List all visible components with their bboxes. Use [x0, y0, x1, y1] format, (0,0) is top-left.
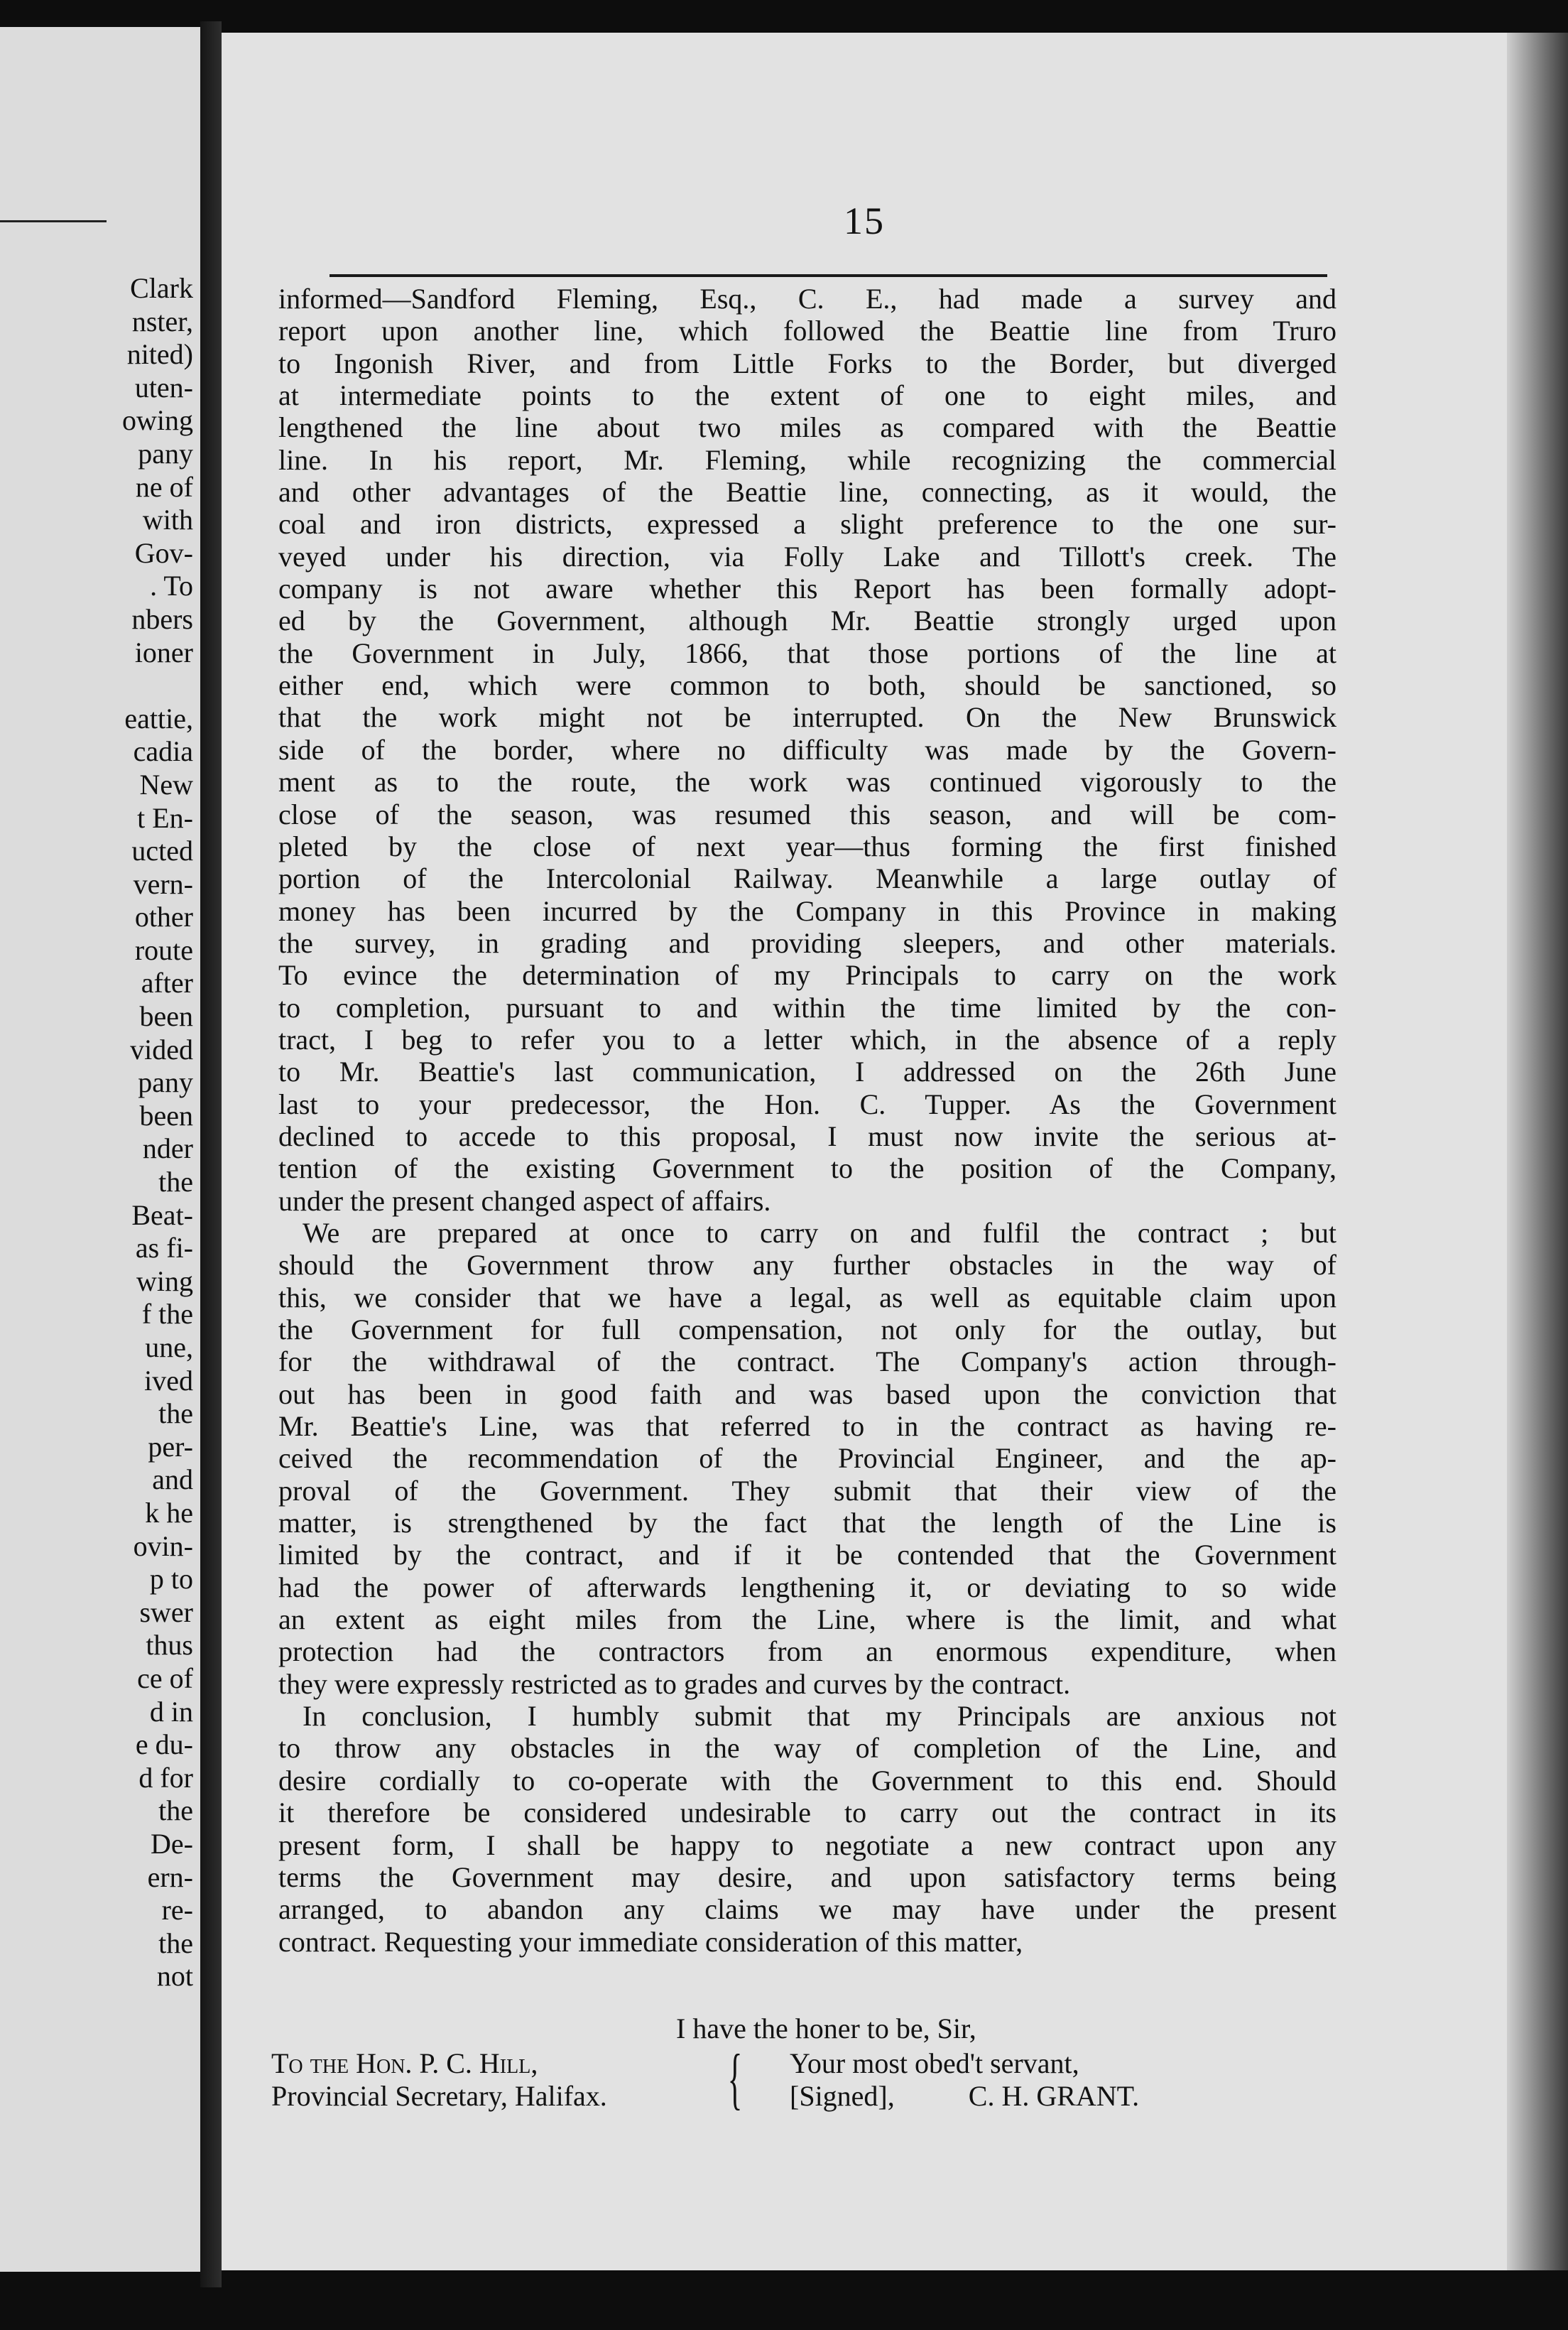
valediction: Your most obed't servant, — [790, 2047, 1079, 2079]
body-line: tract, I beg to refer you to a letter which, in the absence of a reply — [278, 1023, 1336, 1056]
left-fragment-line: eattie, — [124, 702, 193, 735]
brace-mark: { — [727, 2040, 743, 2116]
left-fragment-line: the — [158, 1397, 193, 1430]
left-fragment-line: re- — [161, 1894, 193, 1927]
body-line: the Government for full compensation, not only for the outlay, but — [278, 1313, 1336, 1345]
left-fragment-line: uten- — [134, 371, 193, 403]
body-line: ceived the recommendation of the Provincial Engineer, and the ap- — [278, 1442, 1336, 1475]
left-fragment-line: d in — [149, 1695, 193, 1728]
body-line: had the power of afterwards lengthening it, or deviating to so wide — [278, 1571, 1336, 1603]
body-line: it therefore be considered undesirable to carry out the contract in its — [278, 1797, 1336, 1829]
left-fragment-line: not — [156, 1960, 193, 1993]
left-fragment-line: ived — [144, 1364, 193, 1397]
left-fragment-line: and — [152, 1463, 193, 1496]
left-fragment-line: other — [134, 901, 193, 933]
left-page-fragment — [0, 27, 200, 2272]
left-fragment-line: vided — [130, 1033, 193, 1066]
left-fragment-line: vern- — [133, 867, 193, 900]
body-line: veyed under his direction, via Folly Lake and Tillott's creek. The — [278, 540, 1336, 573]
body-line: an extent as eight miles from the Line, where is the limit, and what — [278, 1603, 1336, 1636]
body-line: report upon another line, which followed the Beattie line from Truro — [278, 315, 1336, 347]
body-line: protection had the contractors from an enormous expenditure, when — [278, 1635, 1336, 1668]
left-fragment-line: the — [158, 1166, 193, 1198]
left-fragment-line: une, — [145, 1331, 193, 1363]
left-fragment-line: cadia — [133, 735, 193, 768]
body-line: under the present changed aspect of affairs. — [278, 1184, 771, 1217]
left-fragment-line: nbers — [131, 602, 193, 635]
left-fragment-line: . To — [150, 570, 193, 602]
signer-name: C. H. GRANT. — [968, 2080, 1140, 2112]
left-fragment-line: owing — [122, 404, 193, 437]
left-fragment-line: f the — [141, 1298, 193, 1331]
body-line: company is not aware whether this Report has been formally adopt- — [278, 573, 1336, 605]
left-fragment-line: k he — [145, 1496, 193, 1529]
body-line: Mr. Beattie's Line, was that referred to in the contract as having re- — [278, 1410, 1336, 1443]
body-line: declined to accede to this proposal, I must now invite the serious at- — [278, 1120, 1336, 1152]
right-page-edge — [1507, 33, 1568, 2270]
body-line: limited by the contract, and if it be contended that the Government — [278, 1539, 1336, 1571]
left-fragment-line: wing — [136, 1264, 193, 1297]
body-line: line. In his report, Mr. Fleming, while recognizing the commercial — [278, 443, 1336, 476]
signed-label: [Signed], — [790, 2080, 895, 2112]
left-fragment-line: the — [158, 1794, 193, 1827]
left-fragment-line: after — [141, 967, 193, 999]
body-line: they were expressly restricted as to grades and curves by the contract. — [278, 1667, 1071, 1700]
book-gutter — [200, 21, 222, 2287]
left-fragment-line: as fi- — [135, 1232, 193, 1264]
body-line: at intermediate points to the extent of one to eight miles, and — [278, 379, 1336, 412]
body-line: should the Government throw any further obstacles in the way of — [278, 1249, 1336, 1282]
closing-line: I have the honer to be, Sir, — [676, 2012, 976, 2044]
left-fragment-line: e du- — [135, 1728, 193, 1761]
addressee-name: To the Hon. P. C. Hill, — [271, 2047, 538, 2079]
body-line: ment as to the route, the work was continued vigorously to the — [278, 766, 1336, 798]
body-line: informed—Sandford Fleming, Esq., C. E., had made a survey and — [278, 283, 1336, 315]
addressee-block — [271, 2047, 607, 2113]
left-fragment-line: Beat- — [131, 1198, 193, 1231]
addressee-title: Provincial Secretary, Halifax. — [271, 2080, 607, 2112]
left-fragment-line: route — [134, 933, 193, 966]
left-fragment-line: Clark — [130, 272, 193, 304]
body-line: terms the Government may desire, and upon satisfactory terms being — [278, 1860, 1336, 1893]
left-fragment-line: pany — [138, 1066, 193, 1099]
body-line: that the work might not be interrupted. On the New Brunswick — [278, 701, 1336, 734]
left-fragment-line: d for — [138, 1761, 193, 1794]
left-fragment-line: thus — [146, 1629, 193, 1662]
body-line: ed by the Government, although Mr. Beattie strongly urged upon — [278, 605, 1336, 637]
body-line: proval of the Government. They submit that their view of the — [278, 1474, 1336, 1507]
body-line: side of the border, where no difficulty was made by the Govern- — [278, 733, 1336, 766]
left-fragment-line: t En- — [137, 801, 193, 834]
body-line: contract. Requesting your immediate consideration of this matter, — [278, 1925, 1023, 1958]
left-fragment-line: been — [139, 1099, 193, 1132]
left-fragment-line: De- — [151, 1827, 193, 1860]
body-line: last to your predecessor, the Hon. C. Tupper. As the Government — [278, 1088, 1336, 1120]
body-line: We are prepared at once to carry on and fulfil the contract ; but — [303, 1216, 1336, 1249]
left-fragment-line: ucted — [131, 835, 193, 867]
left-page-header-rule — [0, 220, 107, 222]
signed-row — [790, 2080, 1139, 2113]
body-line: present form, I shall be happy to negotiate a new contract upon any — [278, 1828, 1336, 1861]
body-line: the survey, in grading and providing sleepers, and other materials. — [278, 926, 1336, 959]
left-fragment-line: with — [142, 504, 193, 536]
body-line: In conclusion, I humbly submit that my Principals are anxious not — [303, 1700, 1336, 1733]
body-line: either end, which were common to both, should be sanctioned, so — [278, 669, 1336, 702]
left-fragment-line: ioner — [134, 636, 193, 668]
main-page — [222, 33, 1507, 2270]
left-fragment-line: ne of — [135, 470, 193, 503]
body-line: this, we consider that we have a legal, as well as equitable claim upon — [278, 1281, 1336, 1313]
body-line: tention of the existing Government to the position of the Company, — [278, 1152, 1336, 1185]
left-fragment-line: Gov- — [134, 536, 193, 569]
body-line: coal and iron districts, expressed a slight preference to the one sur- — [278, 508, 1336, 541]
left-fragment-line: been — [139, 1000, 193, 1033]
body-line: desire cordially to co-operate with the Government to this end. Should — [278, 1764, 1336, 1797]
left-fragment-line: nder — [142, 1132, 193, 1165]
left-fragment-line: New — [139, 768, 193, 801]
page-number: 15 — [844, 200, 885, 242]
left-fragment-line: pany — [138, 437, 193, 470]
body-line: to throw any obstacles in the way of completion of the Line, and — [278, 1732, 1336, 1765]
body-line: out has been in good faith and was based upon the conviction that — [278, 1377, 1336, 1410]
body-line: matter, is strengthened by the fact that the length of the Line is — [278, 1507, 1336, 1539]
body-line: the Government in July, 1866, that those portions of the line at — [278, 636, 1336, 669]
left-fragment-line: ern- — [147, 1860, 193, 1893]
body-line: to Mr. Beattie's last communication, I addressed on the 26th June — [278, 1056, 1336, 1088]
left-fragment-line: ce of — [137, 1662, 193, 1694]
left-fragment-line: ovin- — [133, 1529, 193, 1562]
body-text — [278, 283, 1336, 1958]
body-line: portion of the Intercolonial Railway. Meanwhile a large outlay of — [278, 862, 1336, 895]
left-fragment-line: the — [158, 1927, 193, 1959]
left-fragment-line: nster, — [131, 305, 193, 337]
left-fragment-line: swer — [139, 1595, 193, 1628]
body-line: close of the season, was resumed this season, and will be com- — [278, 798, 1336, 830]
body-line: pleted by the close of next year—thus forming the first finished — [278, 830, 1336, 862]
left-fragment-line: p to — [149, 1563, 193, 1595]
body-line: for the withdrawal of the contract. The Company's action through- — [278, 1345, 1336, 1378]
body-line: money has been incurred by the Company in this Province in making — [278, 894, 1336, 927]
body-line: arranged, to abandon any claims we may have under the present — [278, 1893, 1336, 1926]
body-line: lengthened the line about two miles as compared with the Beattie — [278, 411, 1336, 444]
header-rule — [330, 274, 1327, 277]
left-fragment-line: nited) — [126, 338, 193, 371]
signature-block — [790, 2047, 1139, 2113]
body-line: and other advantages of the Beattie line, connecting, as it would, the — [278, 476, 1336, 509]
body-line: to Ingonish River, and from Little Forks to the Border, but diverged — [278, 347, 1336, 379]
body-line: To evince the determination of my Principals to carry on the work — [278, 959, 1336, 992]
body-line: to completion, pursuant to and within the time limited by the con- — [278, 991, 1336, 1024]
left-fragment-line: per- — [148, 1430, 193, 1463]
left-page-text-fragments — [0, 272, 193, 1993]
left-fragment-line — [0, 669, 193, 703]
